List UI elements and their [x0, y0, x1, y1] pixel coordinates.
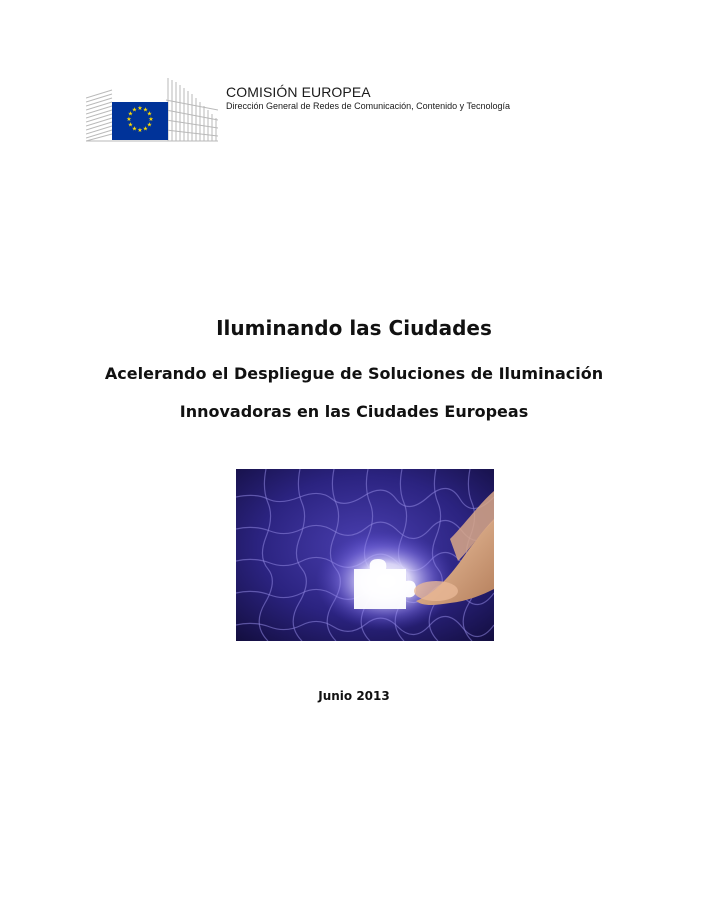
- svg-text:★: ★: [142, 125, 149, 133]
- svg-text:★: ★: [142, 106, 149, 114]
- svg-text:★: ★: [131, 106, 138, 114]
- directorate-name: Dirección General de Redes de Comunicación, Contenido y Tecnología: [226, 101, 511, 111]
- organization-name: COMISIÓN EUROPEA: [226, 84, 371, 100]
- document-subtitle-line-1: Acelerando el Despliegue de Soluciones de Iluminación: [104, 364, 604, 383]
- document-title: Iluminando las Ciudades: [216, 316, 492, 340]
- svg-text:★: ★: [126, 116, 132, 123]
- svg-text:★: ★: [127, 121, 134, 129]
- svg-text:★: ★: [146, 121, 153, 129]
- svg-text:★: ★: [146, 110, 153, 118]
- glowing-puzzle-piece-image: [236, 469, 494, 641]
- svg-text:★: ★: [137, 105, 143, 112]
- organization-header: [226, 84, 510, 112]
- svg-text:★: ★: [127, 110, 134, 118]
- publication-date: Junio 2013: [318, 689, 390, 703]
- svg-text:★: ★: [131, 125, 138, 133]
- svg-text:★: ★: [148, 116, 154, 123]
- document-subtitle-line-2: Innovadoras en las Ciudades Europeas: [179, 402, 529, 421]
- svg-text:★: ★: [137, 127, 143, 134]
- european-commission-logo: [86, 76, 218, 142]
